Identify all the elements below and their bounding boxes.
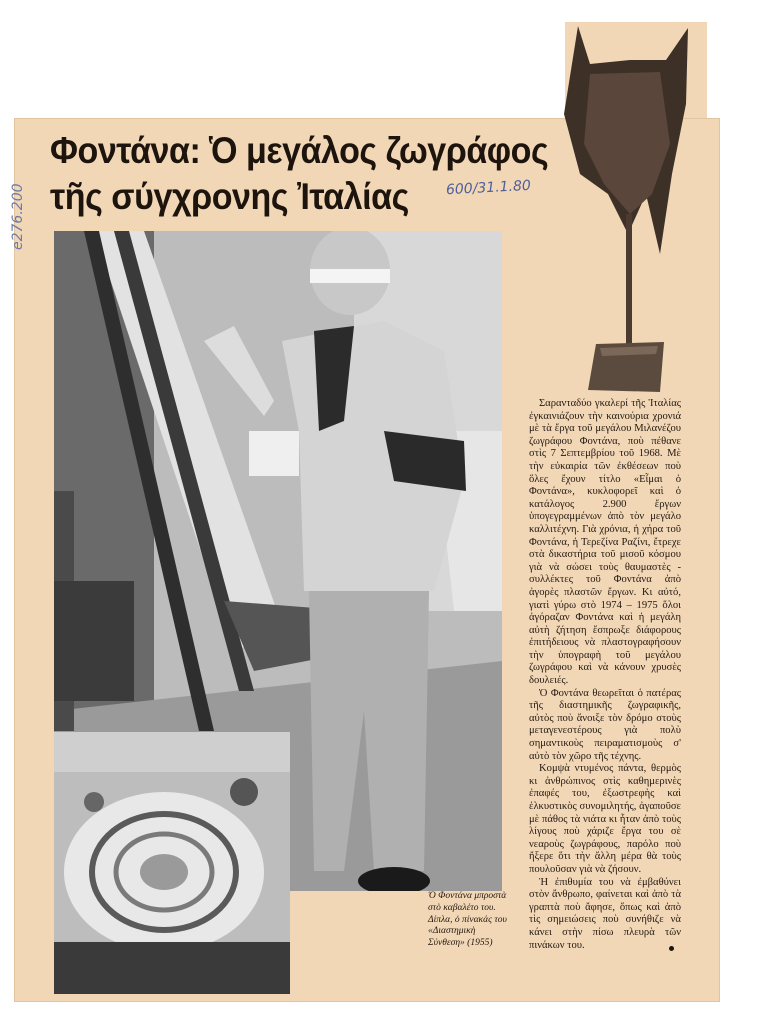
article-paragraph: Κομψὰ ντυμένος πάντα, θερμὸς κι ἀνθρώπινος στὶς καθημερινὲς ἐπαφές του, ἐξωστρεφὴς καὶ ἑλκυστικὸς συνομιλητής, ἀγαποῦσε μὲ πάθος τὰ νιάτα κι ἦταν ἀπὸ τοὺς λίγους ποὺ χάριζε ἔργα του σὲ νεαροὺς ζωγράφους, παρόλο ποὺ ἤξερε ὅτι τὴν ἄλλη μέρα θὰ τοὺς πουλοῦσαν γιὰ νὰ ζήσουν. [529, 763, 681, 875]
article-paragraph: Ὁ Φοντάνα θεωρεῖται ὁ πατέρας τῆς διαστημικῆς ζωγραφικῆς, αὐτὸς ποὺ ἄνοιξε τὸν δρόμο στοὺς μεταγενεστέρους γιὰ πολὺ σημαντικοὺς πειραματισμοὺς σ' αὐτὸ τὸν χῶρο τῆς τέχνης. [529, 687, 681, 762]
handwritten-date: 600/31.1.80 [445, 177, 532, 199]
sculpture-photo [560, 24, 700, 394]
inset-photo-illustration [54, 732, 290, 994]
end-mark [669, 946, 674, 951]
headline-line-2: τῆς σύγχρονης Ἰταλίας [50, 176, 409, 217]
article-paragraph: Σαρανταδύο γκαλερί τῆς Ἰταλίας ἐγκαινιάζουν τὴν καινούρια χρονιά μὲ τὰ ἔργα τοῦ μεγάλου Μιλανέζου ζωγράφου Φοντάνα, ποὺ πέθανε στὶς 7 Σεπτεμβρίου τοῦ 1968. Μὲ τὴν εὐκαιρία τῶν ἐκθέσεων ποὺ ὅλες ἔχουν τίτλο «Εἶμαι ὁ Φοντάνα», κυκλοφορεῖ καὶ ὁ κατάλογος 2.900 ἔργων ὑπογεγραμμένων ἀπὸ τὸν μεγάλο καλλιτέχνη. Γιὰ χρόνια, ἡ χήρα τοῦ Φοντάνα, ἡ Τερεζίνα Ραζίνι, ἔτρεχε στὰ δικαστήρια τοῦ μισοῦ κόσμου γιὰ νὰ σώσει τοὺς θαυμαστὲς - συλλέκτες τοῦ Φοντάνα ἀπὸ ἀγορὲς πλαστῶν ἔργων. Κι αὐτό, γιατὶ γύρω στὸ 1974 – 1975 ὅλοι ἀγόραζαν Φοντάνα καὶ ἡ μεγάλη αὐτὴ ζήτηση ἔσπρωξε διάφορους ἐπιτήδειους νὰ πλαστογραφήσουν τὴν ὑπογραφὴ τοῦ μεγάλου ζωγράφου καὶ νὰ κάνουν χρυσὲς δουλειές. [529, 398, 681, 687]
sculpture-illustration [560, 24, 700, 394]
article-paragraph: Ἡ ἐπιθυμία του νὰ ἐμβαθύνει στὸν ἄνθρωπο, φαίνεται καὶ ἀπὸ τὰ γραπτὰ ποὺ ἄφησε, ὅπως καὶ ἀπὸ τὶς σημειώσεις ποὺ συνήθιζε νὰ κάνει στὴν πίσω πλευρὰ τῶν πινάκων του. [529, 876, 681, 951]
archive-id: e276.200 [10, 183, 26, 250]
headline-line-1: Φοντάνα: Ὁ μεγάλος ζωγράφος [50, 130, 549, 171]
article-body [529, 398, 681, 952]
photo-caption: Ὁ Φοντάνα μπροστὰ στὸ καβαλέτο του. Δίπλα, ὁ πίνακάς του «Διαστημικὴ Σύνθεση» (1955) [428, 891, 507, 949]
headline [50, 128, 549, 220]
inset-photo [54, 732, 290, 994]
